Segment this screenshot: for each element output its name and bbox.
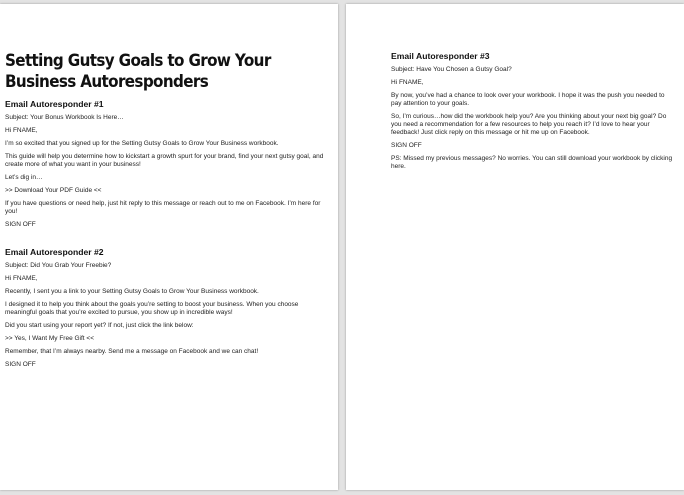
gift-link-text: >> Yes, I Want My Free Gift << — [5, 335, 94, 342]
email-greeting: Hi FNAME, — [391, 79, 424, 86]
body-paragraph: I’m so excited that you signed up for the Setting Gutsy Goals to Grow Your Business workbook. — [5, 140, 279, 147]
email-subject-line: Subject: Have You Chosen a Gutsy Goal? — [391, 66, 512, 73]
body-paragraph: Did you start using your report yet? If not, just click the link below: — [5, 322, 194, 329]
email-autoresponder-section-1 — [5, 99, 328, 229]
body-paragraph: Remember, that I’m always nearby. Send me a message on Facebook and we can chat! — [5, 348, 259, 355]
document-title: Setting Gutsy Goals to Grow Your Business Autoresponders — [5, 51, 271, 91]
sign-off: SIGN OFF — [391, 142, 422, 149]
sign-off: SIGN OFF — [5, 361, 36, 368]
body-paragraph: Let’s dig in… — [5, 174, 43, 181]
email-greeting: Hi FNAME, — [5, 127, 38, 134]
section-heading: Email Autoresponder #3 — [391, 51, 490, 61]
body-paragraph: I designed it to help you think about the goals you’re setting to boost your business. When you choose meaningful goals that you’re excited to pursue, you show up in incredible ways! — [5, 301, 299, 316]
postscript: PS: Missed my previous messages? No worries. You can still download your workbook by clicking here. — [391, 155, 673, 170]
email-subject-line: Subject: Your Bonus Workbook Is Here… — [5, 114, 124, 121]
body-paragraph: Recently, I sent you a link to your Setting Gutsy Goals to Grow Your Business workbook. — [5, 288, 259, 295]
sign-off: SIGN OFF — [5, 221, 36, 228]
document-page-1 — [0, 4, 338, 490]
document-page-2 — [346, 4, 684, 490]
body-paragraph: This guide will help you determine how to kickstart a growth spurt for your brand, find your next gutsy goal, and create more of what you want in your business! — [5, 153, 324, 168]
section-heading: Email Autoresponder #2 — [5, 247, 104, 257]
body-paragraph: So, I’m curious…how did the workbook help you? Are you thinking about your next big goal? Do you need a recommendation for a few resources to help you reach it? I’d love to hear your feedback! Just click reply on this message or hit me up on Facebook. — [391, 113, 667, 136]
section-heading: Email Autoresponder #1 — [5, 99, 104, 109]
download-link-text: >> Download Your PDF Guide << — [5, 187, 102, 194]
email-autoresponder-section-2 — [5, 247, 328, 369]
email-autoresponder-section-3 — [391, 51, 674, 171]
email-subject-line: Subject: Did You Grab Your Freebie? — [5, 262, 112, 269]
body-paragraph: By now, you’ve had a chance to look over your workbook. I hope it was the push you needed to pay attention to your goals. — [391, 92, 665, 107]
email-greeting: Hi FNAME, — [5, 275, 38, 282]
body-paragraph: If you have questions or need help, just hit reply to this message or reach out to me on Facebook. I’m here for you! — [5, 200, 321, 215]
